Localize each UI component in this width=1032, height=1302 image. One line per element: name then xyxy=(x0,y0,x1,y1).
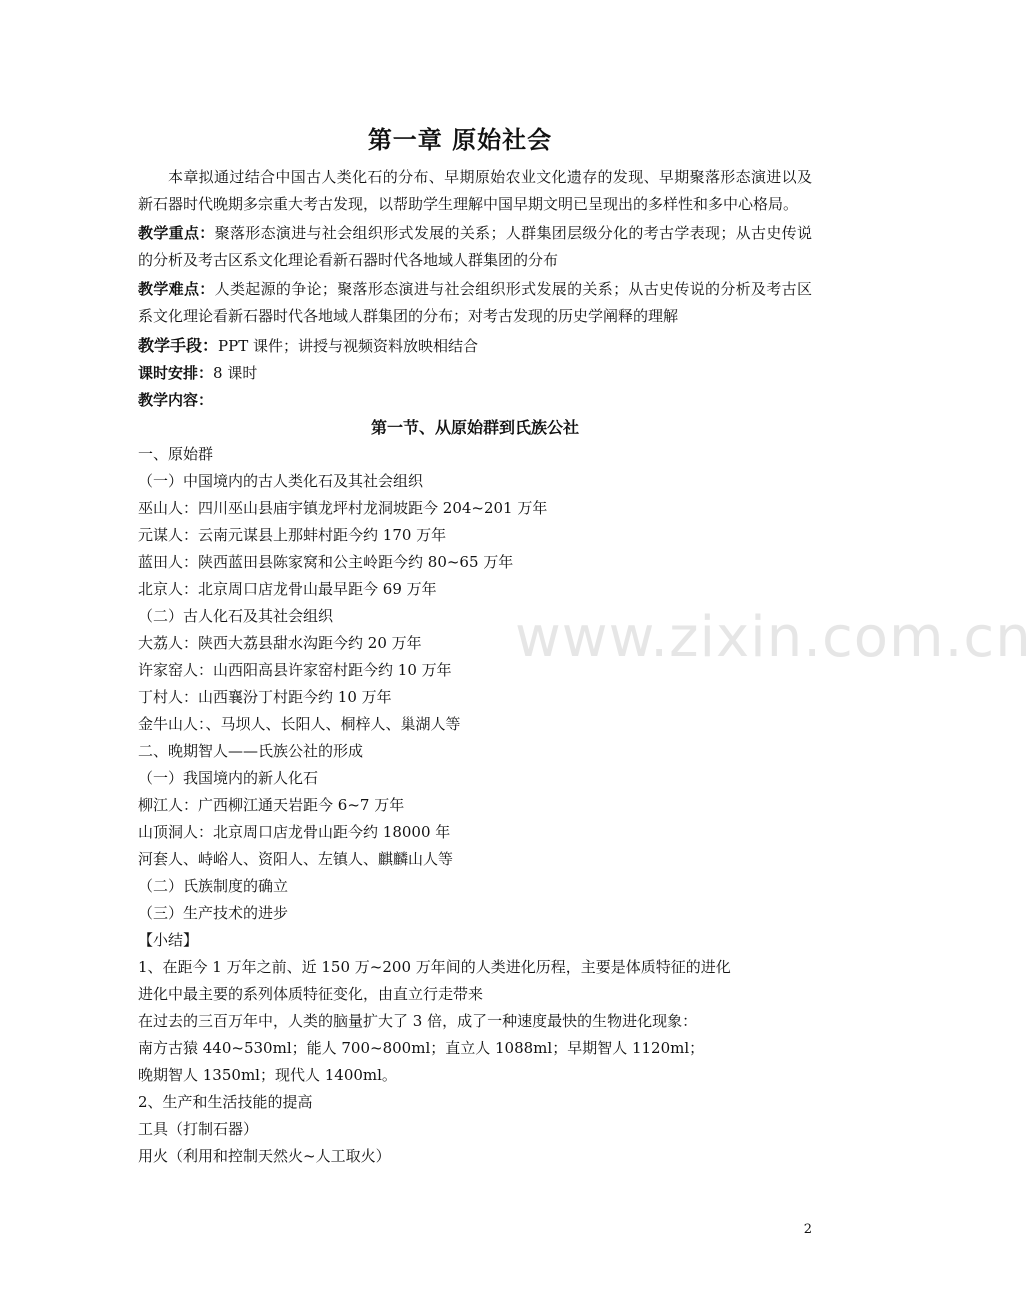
content-line: 巫山人：四川巫山县庙宇镇龙坪村龙洞坡距今 204~201 万年 xyxy=(138,499,548,517)
hours-line xyxy=(138,360,812,387)
content-line: 柳江人：广西柳江通天岩距今 6~7 万年 xyxy=(138,796,405,814)
content-line: 南方古猿 440~530ml；能人 700~800ml；直立人 1088ml；早期智人 1120ml； xyxy=(138,1039,705,1057)
content-line: （三）生产技术的进步 xyxy=(138,904,289,922)
key-points-label: 教学重点： xyxy=(138,224,215,242)
means-line xyxy=(138,332,812,360)
content-line: 一、原始群 xyxy=(138,445,214,463)
page-number: 2 xyxy=(803,1222,812,1237)
section-title: 第一节、从原始群到氏族公社 xyxy=(370,418,579,437)
watermark: www.zixin.com.cn xyxy=(515,605,1032,670)
content-line: 蓝田人：陕西蓝田县陈家窝和公主岭距今约 80~65 万年 xyxy=(138,553,514,571)
content-lines xyxy=(138,441,812,1170)
content-line: 在过去的三百万年中，人类的脑量扩大了 3 倍，成了一种速度最快的生物进化现象： xyxy=(138,1012,698,1030)
chapter-title: 第一章 原始社会 xyxy=(367,125,553,154)
content-line: 工具（打制石器） xyxy=(138,1120,259,1138)
content-line: 元谋人：云南元谋县上那蚌村距今约 170 万年 xyxy=(138,526,447,544)
content-line: 二、晚期智人——氏族公社的形成 xyxy=(138,742,364,760)
content-line: （一）我国境内的新人化石 xyxy=(138,769,319,787)
content-line: 【小结】 xyxy=(138,931,199,949)
content-line: 山顶洞人：北京周口店龙骨山距今约 18000 年 xyxy=(138,823,451,841)
content-line: 2、生产和生活技能的提高 xyxy=(138,1093,313,1111)
content-line: 丁村人：山西襄汾丁村距今约 10 万年 xyxy=(138,688,392,706)
difficult-label: 教学难点： xyxy=(138,280,215,298)
difficult-paragraph xyxy=(138,276,812,330)
content-line: （二）古人化石及其社会组织 xyxy=(138,607,334,625)
content-line: 许家窑人：山西阳高县许家窑村距今约 10 万年 xyxy=(138,661,452,679)
key-points-paragraph xyxy=(138,220,812,274)
intro-paragraph: 本章拟通过结合中国古人类化石的分布、早期原始农业文化遗存的发现、早期聚落形态演进以及新石器时代晚期多宗重大考古发现，以帮助学生理解中国早期文明已呈现出的多样性和多中心格局。 xyxy=(138,168,812,213)
key-points-text: 聚落形态演进与社会组织形式发展的关系；人群集团层级分化的考古学表现；从古史传说的分析及考古区系文化理论看新石器时代各地域人群集团的分布 xyxy=(138,224,812,269)
content-line: 河套人、峙峪人、资阳人、左镇人、麒麟山人等 xyxy=(138,850,454,868)
content-line: 用火（利用和控制天然火~人工取火） xyxy=(138,1147,391,1165)
content-line: 北京人：北京周口店龙骨山最早距今 69 万年 xyxy=(138,580,437,598)
content-line: 大荔人：陕西大荔县甜水沟距今约 20 万年 xyxy=(138,634,422,652)
content-line: （二）氏族制度的确立 xyxy=(138,877,289,895)
content-line: （一）中国境内的古人类化石及其社会组织 xyxy=(138,472,424,490)
hours-text: 8 课时 xyxy=(213,364,258,382)
difficult-text: 人类起源的争论；聚落形态演进与社会组织形式发展的关系；从古史传说的分析及考古区系文化理论看新石器时代各地域人群集团的分布；对考古发现的历史学阐释的理解 xyxy=(138,280,812,325)
means-text: PPT 课件；讲授与视频资料放映相结合 xyxy=(218,337,478,355)
content-line: 1、在距今 1 万年之前、近 150 万~200 万年间的人类进化历程，主要是体质特征的进化 xyxy=(138,958,731,976)
means-label: 教学手段： xyxy=(138,336,219,355)
content-label: 教学内容： xyxy=(138,391,214,409)
content-line: 金牛山人：、马坝人、长阳人、桐梓人、巢湖人等 xyxy=(138,715,461,733)
content-line: 晚期智人 1350ml；现代人 1400ml。 xyxy=(138,1066,397,1084)
content-line: 进化中最主要的系列体质特征变化，由直立行走带来 xyxy=(138,985,484,1003)
hours-label: 课时安排： xyxy=(138,364,214,382)
